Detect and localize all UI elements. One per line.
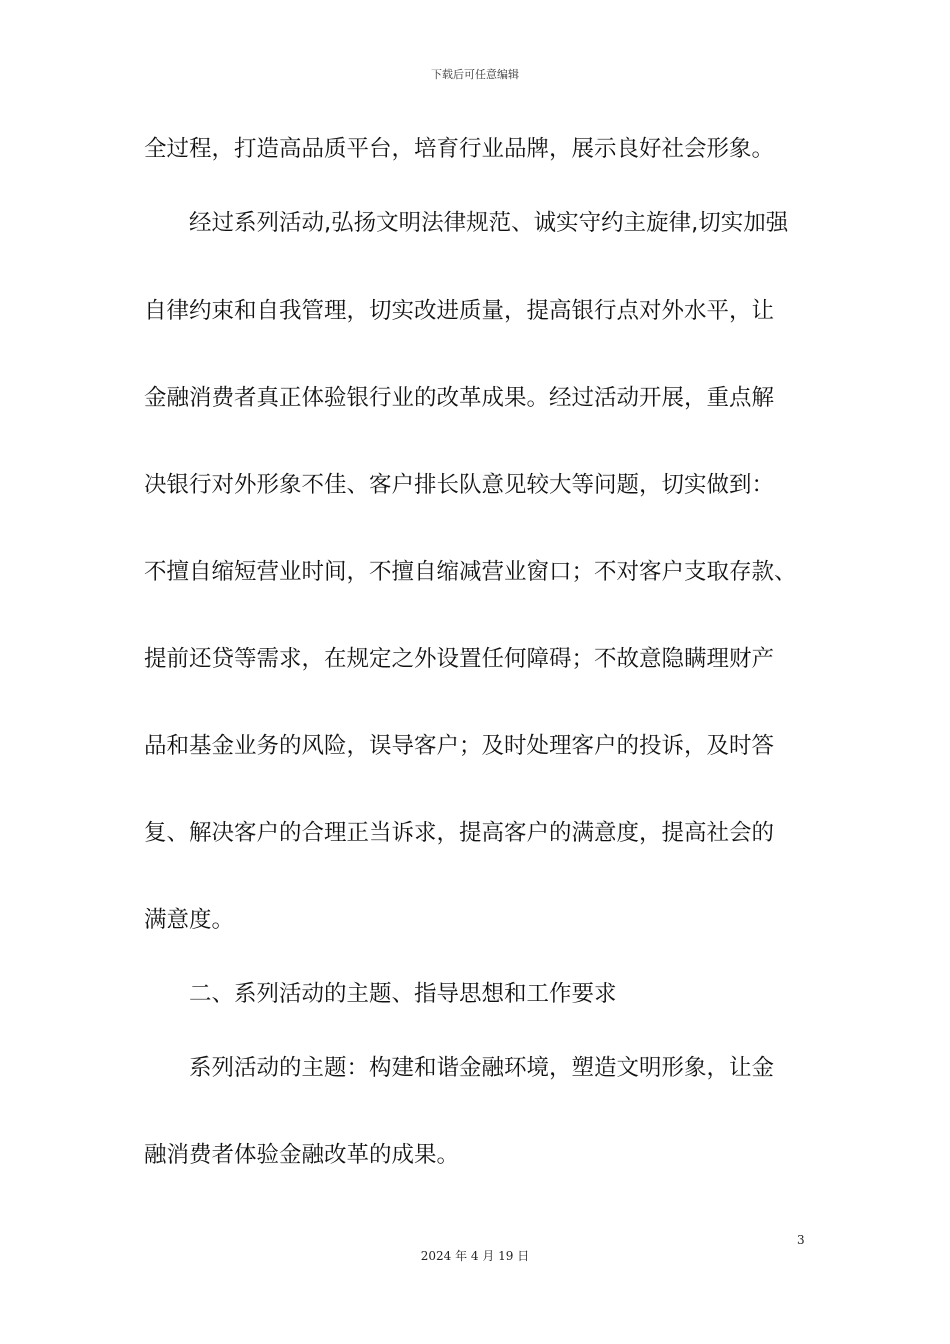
body-line-4: 金融消费者真正体验银行业的改革成果。经过活动开展，重点解 <box>144 385 775 411</box>
body-line-12: 系列活动的主题：构建和谐金融环境，塑造文明形象，让金 <box>144 1055 775 1081</box>
body-line-10: 满意度。 <box>144 907 235 933</box>
page-number: 3 <box>797 1233 805 1247</box>
footer-date: 2024 年 4 月 19 日 <box>420 1249 530 1263</box>
body-line-7: 提前还贷等需求，在规定之外设置任何障碍；不故意隐瞒理财产 <box>144 646 775 672</box>
body-line-1: 全过程，打造高品质平台，培育行业品牌，展示良好社会形象。 <box>144 136 775 162</box>
body-line-5: 决银行对外形象不佳、客户排长队意见较大等问题，切实做到： <box>144 472 775 498</box>
body-line-3: 自律约束和自我管理，切实改进质量，提高银行点对外水平，让 <box>144 298 775 324</box>
body-line-6: 不擅自缩短营业时间，不擅自缩减营业窗口；不对客户支取存款、 <box>144 559 797 585</box>
section-heading: 二、系列活动的主题、指导思想和工作要求 <box>144 981 617 1007</box>
body-line-13: 融消费者体验金融改革的成果。 <box>144 1142 460 1168</box>
page-header: 下载后可任意编辑 <box>431 68 519 81</box>
body-line-2: 经过系列活动,弘扬文明法律规范、诚实守约主旋律,切实加强 <box>144 210 789 236</box>
body-line-8: 品和基金业务的风险，误导客户；及时处理客户的投诉，及时答 <box>144 733 775 759</box>
body-line-9: 复、解决客户的合理正当诉求，提高客户的满意度，提高社会的 <box>144 820 775 846</box>
